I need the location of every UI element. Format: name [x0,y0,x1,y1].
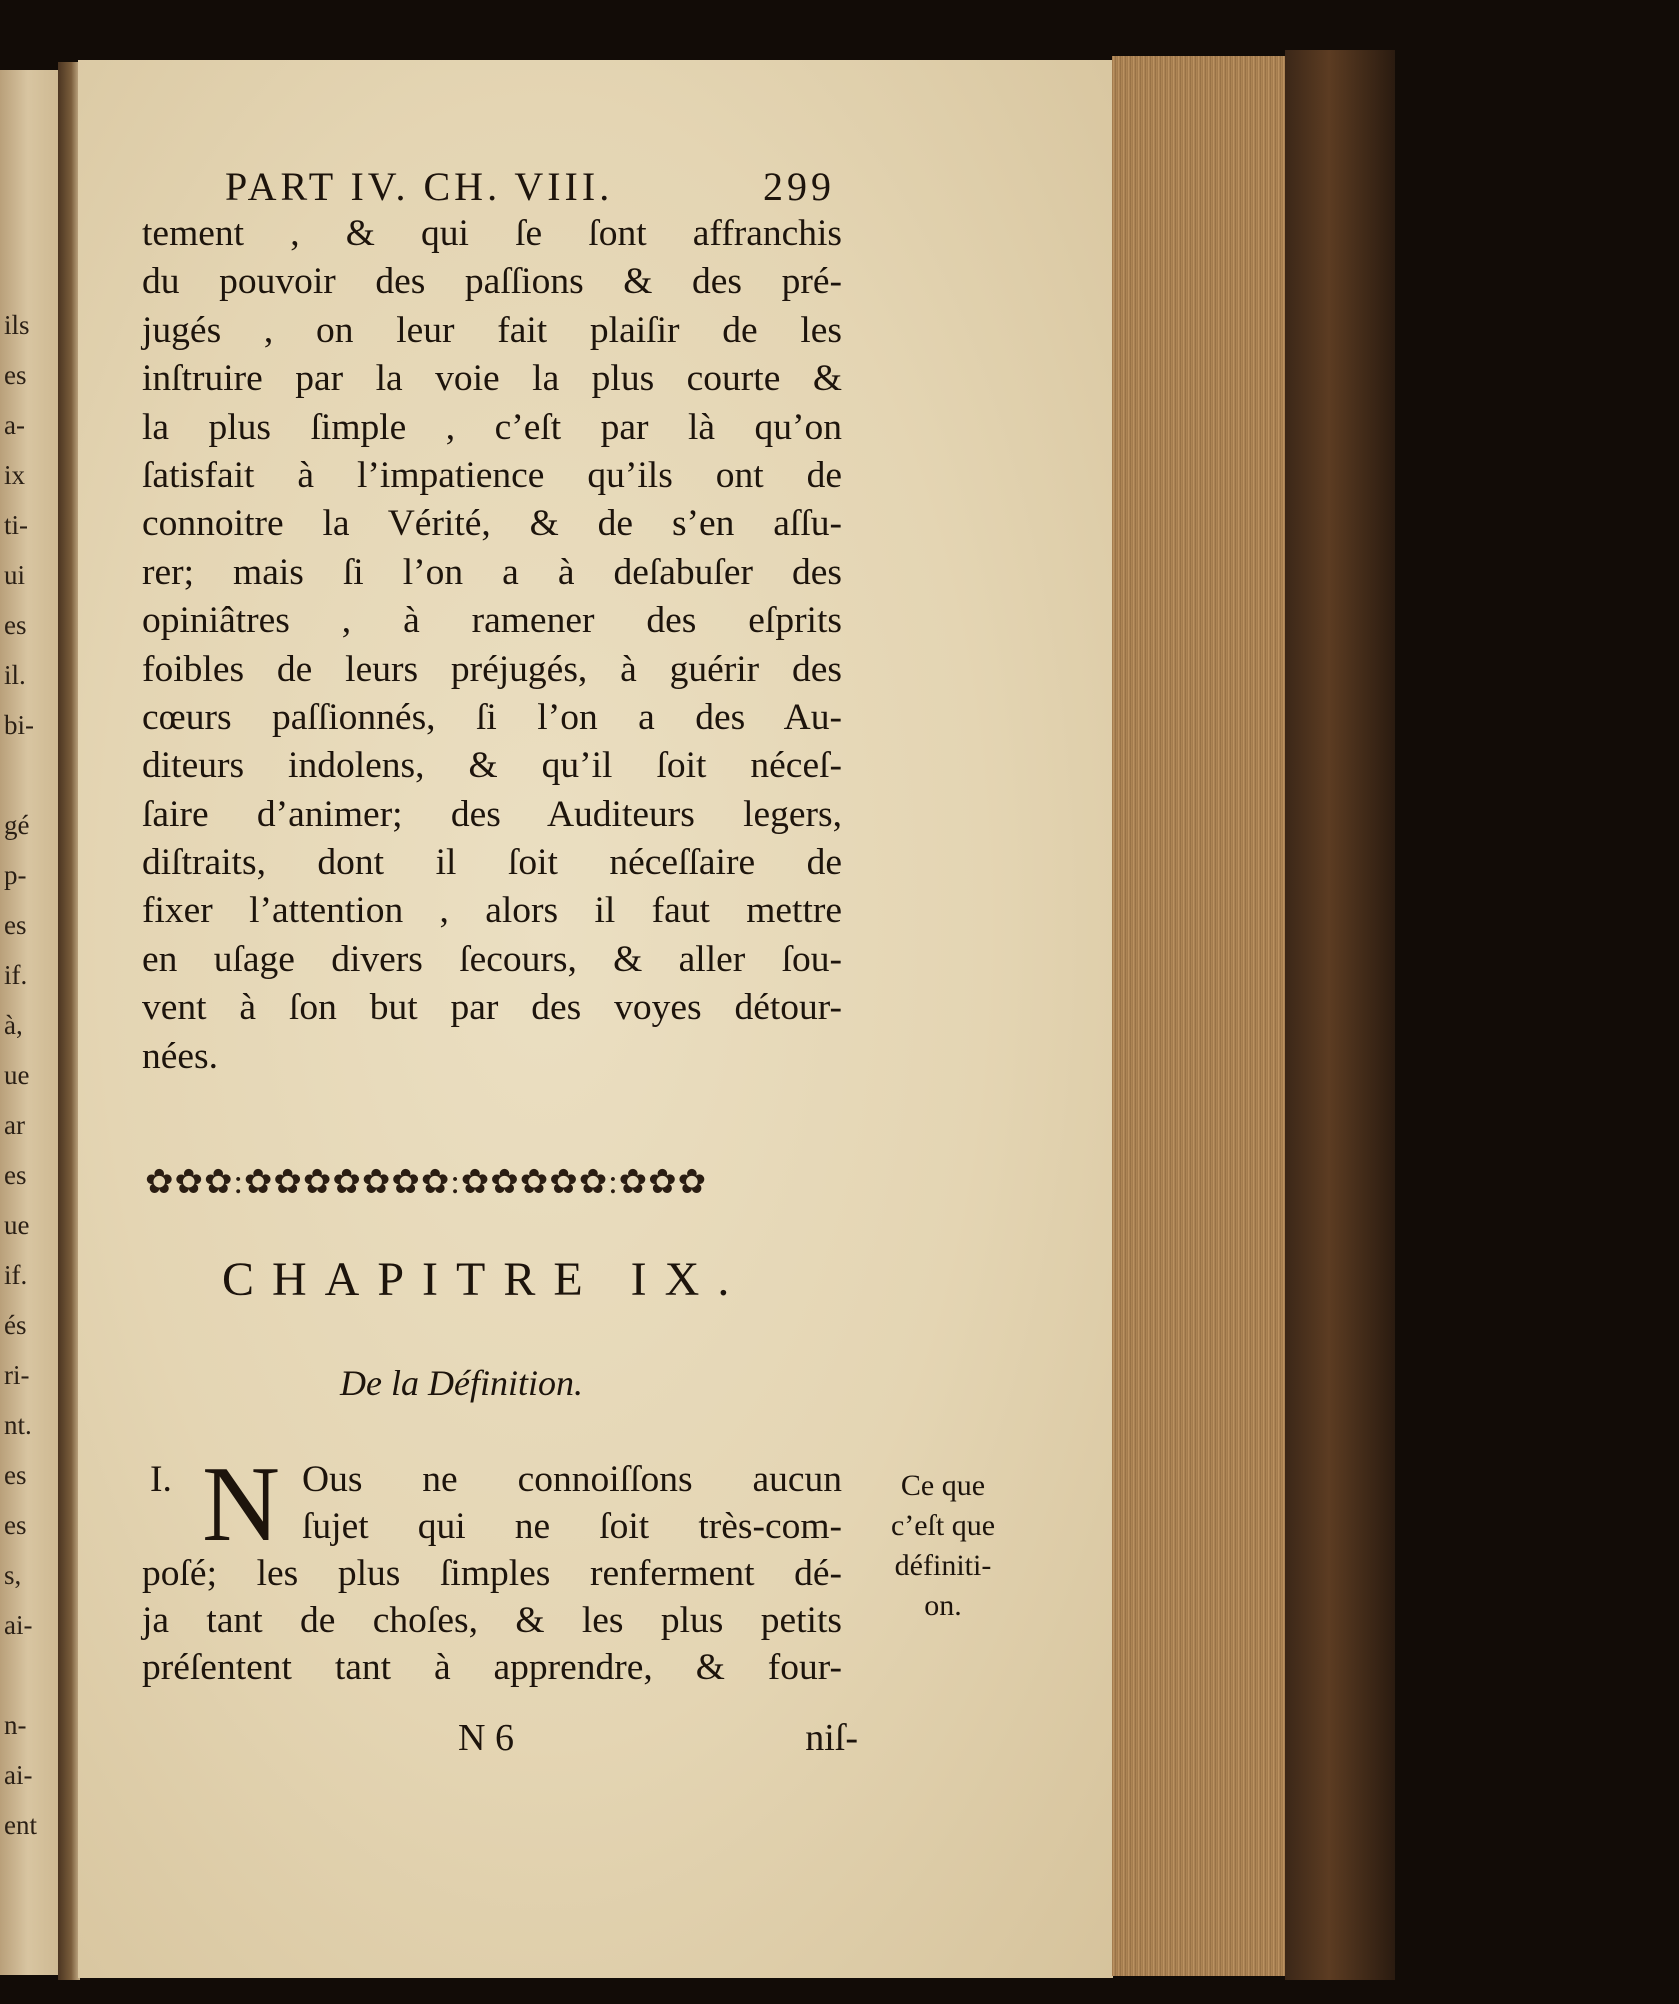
left-page-fragment: ai- [4,1760,33,1790]
left-page-fragment: à, [4,1010,23,1040]
left-page-fragment: ix [4,460,26,490]
text-line: poſé; les plus ſimples renferment dé- [142,1553,842,1594]
text-line: préſentent tant à apprendre, & four- [142,1647,842,1688]
left-page-fragment: ue [4,1210,30,1240]
paragraph-marker: I. [150,1459,172,1500]
signature-mark: N 6 [458,1717,514,1759]
left-page-fragment: a- [4,410,25,440]
margin-note-line: on. [924,1589,962,1622]
text-line: ſaire d’animer; des Auditeurs legers, [142,793,842,835]
running-header [225,162,835,212]
text-line: vent à ſon but par des voyes détour- [142,987,842,1029]
catchword: niſ- [805,1717,858,1759]
page-number: 299 [763,164,835,209]
left-page-fragment: nt. [4,1410,32,1440]
left-page-fragment: es [4,360,27,390]
left-page-fragment: es [4,1510,27,1540]
left-page-fragment: ils [4,310,30,340]
left-page-fragments [4,300,54,1850]
cover-edge [1285,50,1395,1980]
left-page-fragment: n- [4,1710,27,1740]
chapter-title: CHAPITRE IX. [222,1253,748,1306]
left-page-fragment: ri- [4,1360,30,1390]
text-line: opiniâtres , à ramener des eſprits [142,600,842,642]
left-page-fragment: il. [4,660,26,690]
text-line: diteurs indolens, & qu’il ſoit néceſ- [142,745,842,787]
left-page-fragment: bi- [4,710,34,740]
book-gutter [58,62,80,1980]
text-line: rer; mais ſi l’on a à deſabuſer des [142,551,842,593]
text-line: ja tant de choſes, & les plus petits [142,1600,842,1641]
left-page-fragment: es [4,610,27,640]
left-page-fragment: ai- [4,1610,33,1640]
text-line: Ous ne connoiſſons aucun [302,1459,842,1500]
chapter-subtitle: De la Définition. [340,1363,583,1403]
paragraph [142,1445,842,1691]
page-footer [458,1712,858,1764]
running-title: PART IV. CH. VIII. [225,164,614,209]
text-line: la plus ſimple , c’eſt par là qu’on [142,406,842,448]
margin-note [868,1466,1018,1626]
text-line: connoitre la Vérité, & de s’en aſſu- [142,503,842,545]
left-page-fragment: p- [4,860,27,890]
text-line: jugés , on leur fait plaiſir de les [142,309,842,351]
text-line: inſtruire par la voie la plus courte & [142,358,842,400]
margin-note-line: Ce que [900,1469,986,1502]
text-line: en uſage divers ſecours, & aller ſou- [142,938,842,980]
left-page-fragment: if. [4,960,28,990]
left-page-fragment: es [4,910,27,940]
left-page-fragment: s, [4,1560,22,1590]
text-line: du pouvoir des paſſions & des pré- [142,261,842,303]
left-page-fragment: ue [4,1060,30,1090]
body-text [142,210,842,1081]
text-line: foibles de leurs préjugés, à guérir des [142,648,842,690]
left-page-fragment: gé [4,810,30,840]
left-facing-page [0,70,62,1975]
page-edges [1112,56,1287,1976]
left-page-fragment: es [4,1160,27,1190]
left-page-fragment: if. [4,1260,28,1290]
text-line: nées. [142,1035,219,1077]
text-line: fixer l’attention , alors il faut mettre [142,890,842,932]
text-line: cœurs paſſionnés, ſi l’on a des Au- [142,696,842,738]
left-page-fragment: es [4,1460,27,1490]
left-page-fragment: ent [4,1810,37,1840]
text-line: ſatisfait à l’impatience qu’ils ont de [142,454,842,496]
margin-note-line: définiti- [894,1549,992,1582]
margin-note-line: c’eſt que [890,1509,996,1542]
left-page-fragment: és [4,1310,27,1340]
text-line: ſujet qui ne ſoit très-com- [302,1506,842,1547]
text-line: tement , & qui ſe ſont affranchis [142,213,842,254]
ornament-divider: ✿✿✿:✿✿✿✿✿✿✿:✿✿✿✿✿:✿✿✿ [145,1164,708,1201]
text-line: diſtraits, dont il ſoit néceſſaire de [142,842,842,884]
drop-cap: N [202,1445,280,1564]
left-page-fragment: ui [4,560,26,590]
left-page-fragment: ti- [4,510,28,540]
left-page-fragment [4,750,54,800]
left-page-fragment: ar [4,1110,25,1140]
left-page-fragment [4,1650,54,1700]
